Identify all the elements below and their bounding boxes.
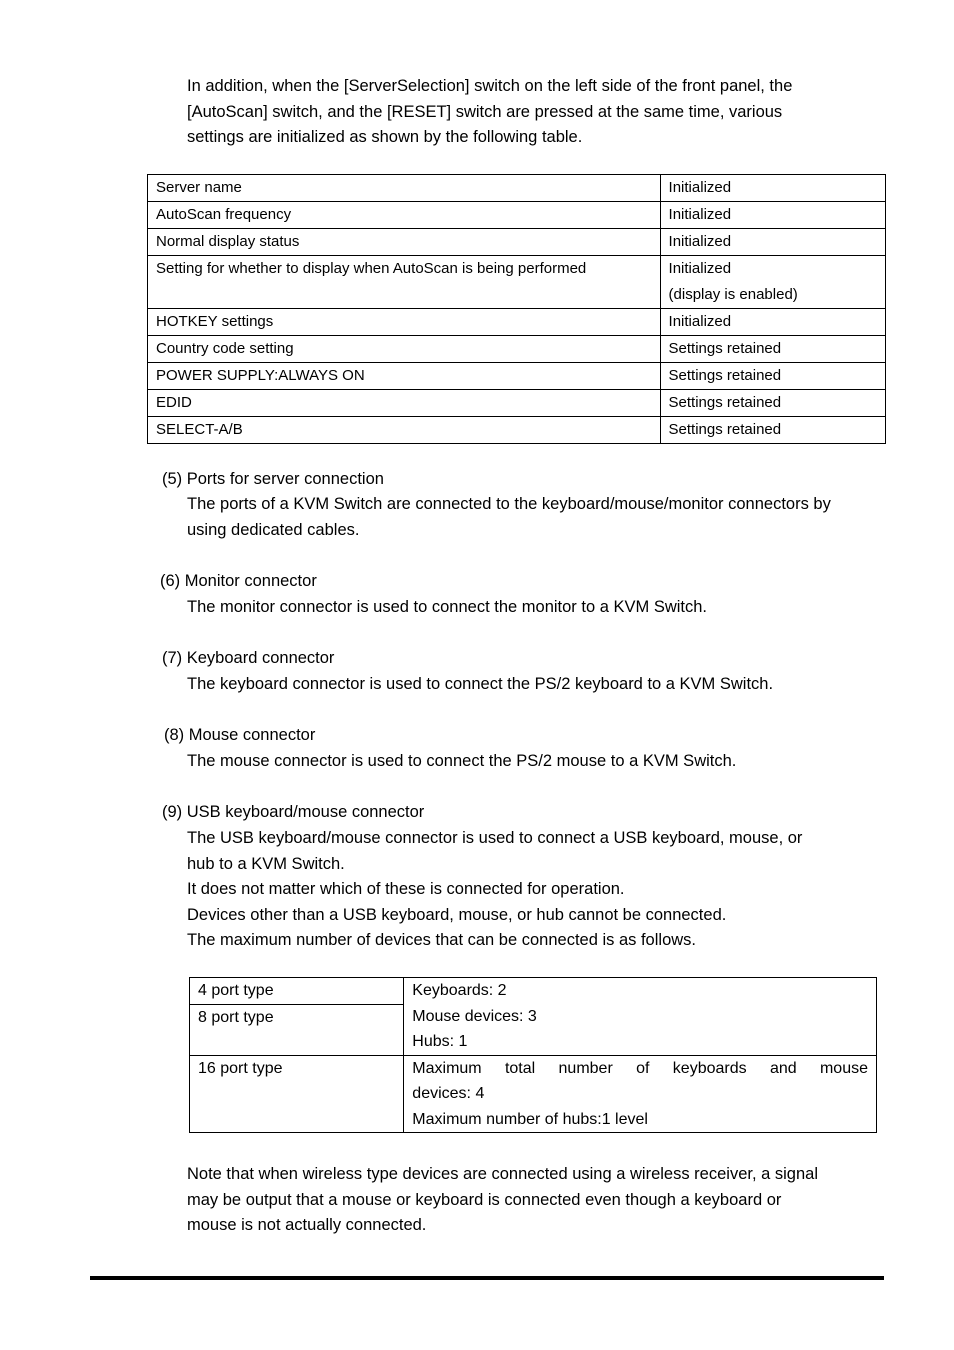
setting-cell: Server name <box>148 175 661 202</box>
intro-line: In addition, when the [ServerSelection] switch on the left side of the front panel, the <box>187 77 793 95</box>
body-line: using dedicated cables. <box>187 520 360 539</box>
section-body-mouse <box>187 749 887 775</box>
setting-cell: AutoScan frequency <box>148 202 661 229</box>
result-cell: Initialized <box>660 309 885 336</box>
setting-cell: POWER SUPPLY:ALWAYS ON <box>148 363 661 390</box>
setting-cell: SELECT-A/B <box>148 417 661 444</box>
port-type-cell: 16 port type <box>190 1055 404 1133</box>
limit-line: Hubs: 1 <box>412 1033 468 1050</box>
section-heading-mouse: (8) Mouse connector <box>164 726 316 744</box>
limit-line: Keyboards: 2 <box>412 982 507 999</box>
limit-line: Maximum number of hubs:1 level <box>412 1110 648 1128</box>
table-row <box>148 363 886 390</box>
limit-line: Mouse devices: 3 <box>412 1007 537 1025</box>
intro-paragraph <box>187 74 877 151</box>
limits-cell <box>404 1055 877 1133</box>
result-cell: Settings retained <box>660 336 885 363</box>
table-row <box>148 175 886 202</box>
wireless-note <box>187 1162 887 1239</box>
setting-cell: EDID <box>148 390 661 417</box>
setting-cell <box>148 256 661 309</box>
table-row <box>148 309 886 336</box>
result-cell: Settings retained <box>660 417 885 444</box>
result-cell <box>660 256 885 309</box>
port-type-cell: 4 port type <box>190 978 404 1005</box>
note-line: mouse is not actually connected. <box>187 1216 427 1234</box>
intro-line: [AutoScan] switch, and the [RESET] switch are pressed at the same time, various <box>187 102 783 121</box>
note-line: Note that when wireless type devices are connected using a wireless receiver, a signal <box>187 1165 818 1183</box>
table-row <box>148 229 886 256</box>
intro-line: settings are initialized as shown by the following table. <box>187 128 583 146</box>
body-line: The keyboard connector is used to connect the PS/2 keyboard to a KVM Switch. <box>187 675 774 693</box>
result-text: Initialized <box>668 260 732 277</box>
section-heading-keyboard: (7) Keyboard connector <box>162 649 335 667</box>
result-cell: Initialized <box>660 229 885 256</box>
setting-cell: Country code setting <box>148 336 661 363</box>
limit-line: Maximum total number of keyboards and mouse <box>412 1059 868 1077</box>
table-row <box>148 417 886 444</box>
setting-cell: Normal display status <box>148 229 661 256</box>
result-cell: Settings retained <box>660 390 885 417</box>
body-line: The ports of a KVM Switch are connected to the keyboard/mouse/monitor connectors by <box>187 495 831 513</box>
section-body-monitor <box>187 595 887 621</box>
section-heading-usb: (9) USB keyboard/mouse connector <box>162 803 425 821</box>
result-cell: Settings retained <box>660 363 885 390</box>
body-line: The monitor connector is used to connect the monitor to a KVM Switch. <box>187 598 707 616</box>
section-body-ports <box>187 492 887 543</box>
limit-line: devices: 4 <box>412 1085 485 1102</box>
note-line: may be output that a mouse or keyboard is connected even though a keyboard or <box>187 1190 782 1209</box>
result-cell: Initialized <box>660 202 885 229</box>
body-line: The maximum number of devices that can be connected is as follows. <box>187 931 696 949</box>
footer-rule <box>90 1276 884 1280</box>
section-heading-monitor: (6) Monitor connector <box>160 572 317 590</box>
body-line: hub to a KVM Switch. <box>187 854 345 873</box>
limits-cell <box>404 978 877 1056</box>
body-line: It does not matter which of these is connected for operation. <box>187 880 625 898</box>
table-row <box>190 1055 877 1133</box>
body-line: The mouse connector is used to connect the PS/2 mouse to a KVM Switch. <box>187 752 737 770</box>
port-type-cell: 8 port type <box>190 1004 404 1055</box>
body-line: Devices other than a USB keyboard, mouse, or hub cannot be connected. <box>187 905 727 924</box>
section-body-keyboard <box>187 672 887 698</box>
body-line: The USB keyboard/mouse connector is used to connect a USB keyboard, mouse, or <box>187 829 803 847</box>
table-row <box>190 978 877 1005</box>
setting-cell: HOTKEY settings <box>148 309 661 336</box>
section-heading-ports: (5) Ports for server connection <box>162 470 384 488</box>
table-row <box>148 390 886 417</box>
section-body-usb <box>187 826 887 954</box>
table-row <box>148 202 886 229</box>
table-row <box>148 256 886 309</box>
initialization-table <box>147 174 886 444</box>
device-limit-table <box>189 977 877 1133</box>
result-text-line2: (display is enabled) <box>668 286 798 303</box>
result-cell: Initialized <box>660 175 885 202</box>
table-row <box>148 336 886 363</box>
setting-text: Setting for whether to display when AutoScan is being performed <box>156 260 587 277</box>
